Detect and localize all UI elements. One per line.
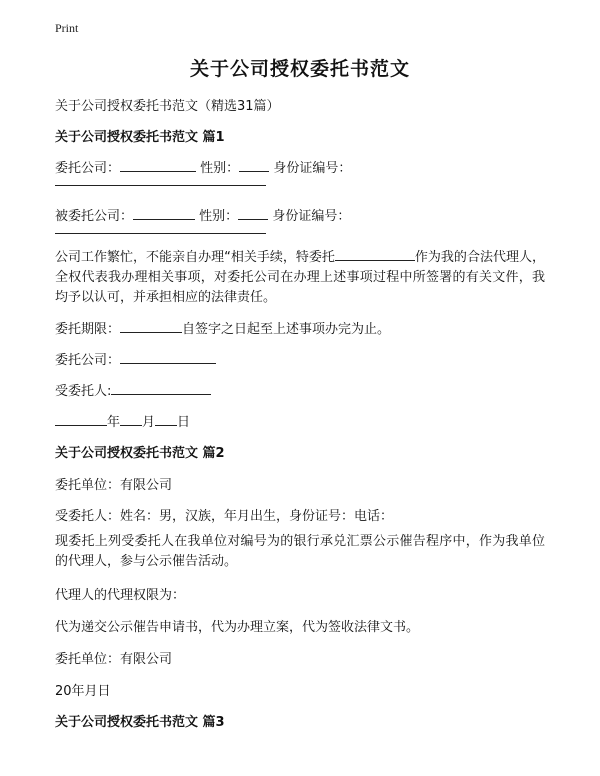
authorization-text-part1: 公司工作繁忙，不能亲自办理“相关手续，特委托 [55,250,335,265]
gender-blank-2 [238,207,268,220]
id-label-2: 身份证编号： [272,209,351,224]
document-subtitle: 关于公司授权委托书范文（精选31篇） [55,99,280,114]
day-blank [155,413,177,426]
agent-signature-line [55,380,211,399]
entrusting-unit: 委托单位：有限公司 [55,478,173,493]
term-line [55,318,390,337]
year-blank [55,413,107,426]
gender-blank [239,159,269,172]
agent-signature-label: 受委托人: [55,384,112,399]
entrusting-company-blank [120,159,196,172]
gender-label-2: 性别： [199,209,239,224]
section-3-heading: 关于公司授权委托书范文 篇3 [55,715,225,730]
authority-text: 代为递交公示催告申请书，代为办理立案，代为签收法律文书。 [55,620,420,635]
entrusting-company-line [55,157,351,176]
date-line [55,411,190,430]
day-label: 日 [177,415,191,430]
unit-signature: 委托单位：有限公司 [55,652,173,667]
authorization-text-part2: 作为我的合法代理人，全权代表我办理相关事项，对委托公司在办理上述事项过程中所签署的有关文件，我均予以认可，并承担相应的法律责任。 [55,250,545,305]
entrusted-company-line [55,205,350,224]
entrusting-company-label: 委托公司： [55,161,121,176]
id-label: 身份证编号： [273,161,352,176]
id-number-blank [55,185,266,186]
month-label: 月 [142,415,156,430]
company-signature-blank [120,351,216,364]
agent-name-blank [335,248,415,261]
year-label: 年 [107,415,121,430]
page-title: 关于公司授权委托书范文 [189,58,410,80]
agent-signature-blank [111,382,211,395]
section-2-heading: 关于公司授权委托书范文 篇2 [55,446,225,461]
authority-label: 代理人的代理权限为： [55,588,186,603]
agent-info: 受委托人：姓名：男，汉族，年月出生，身份证号：电话： [55,509,394,524]
company-signature-label: 委托公司： [55,353,121,368]
entrusted-company-label: 被委托公司： [55,209,134,224]
gender-label: 性别： [200,161,240,176]
print-label[interactable]: Print [55,21,79,35]
term-label: 委托期限： [55,322,121,337]
company-signature-line [55,349,216,368]
authorization-paragraph [55,248,545,308]
section-1-heading: 关于公司授权委托书范文 篇1 [55,130,225,145]
term-blank [120,320,182,333]
month-blank [120,413,142,426]
entrustment-paragraph: 现委托上列受委托人在我单位对编号为的银行承兑汇票公示催告程序中，作为我单位的代理人，参与公示催告活动。 [55,534,545,569]
entrusted-company-blank [133,207,195,220]
section-2-date: 20年月日 [55,684,111,699]
id-number-blank-2 [55,233,266,234]
term-text: 自签字之日起至上述事项办完为止。 [182,322,391,337]
